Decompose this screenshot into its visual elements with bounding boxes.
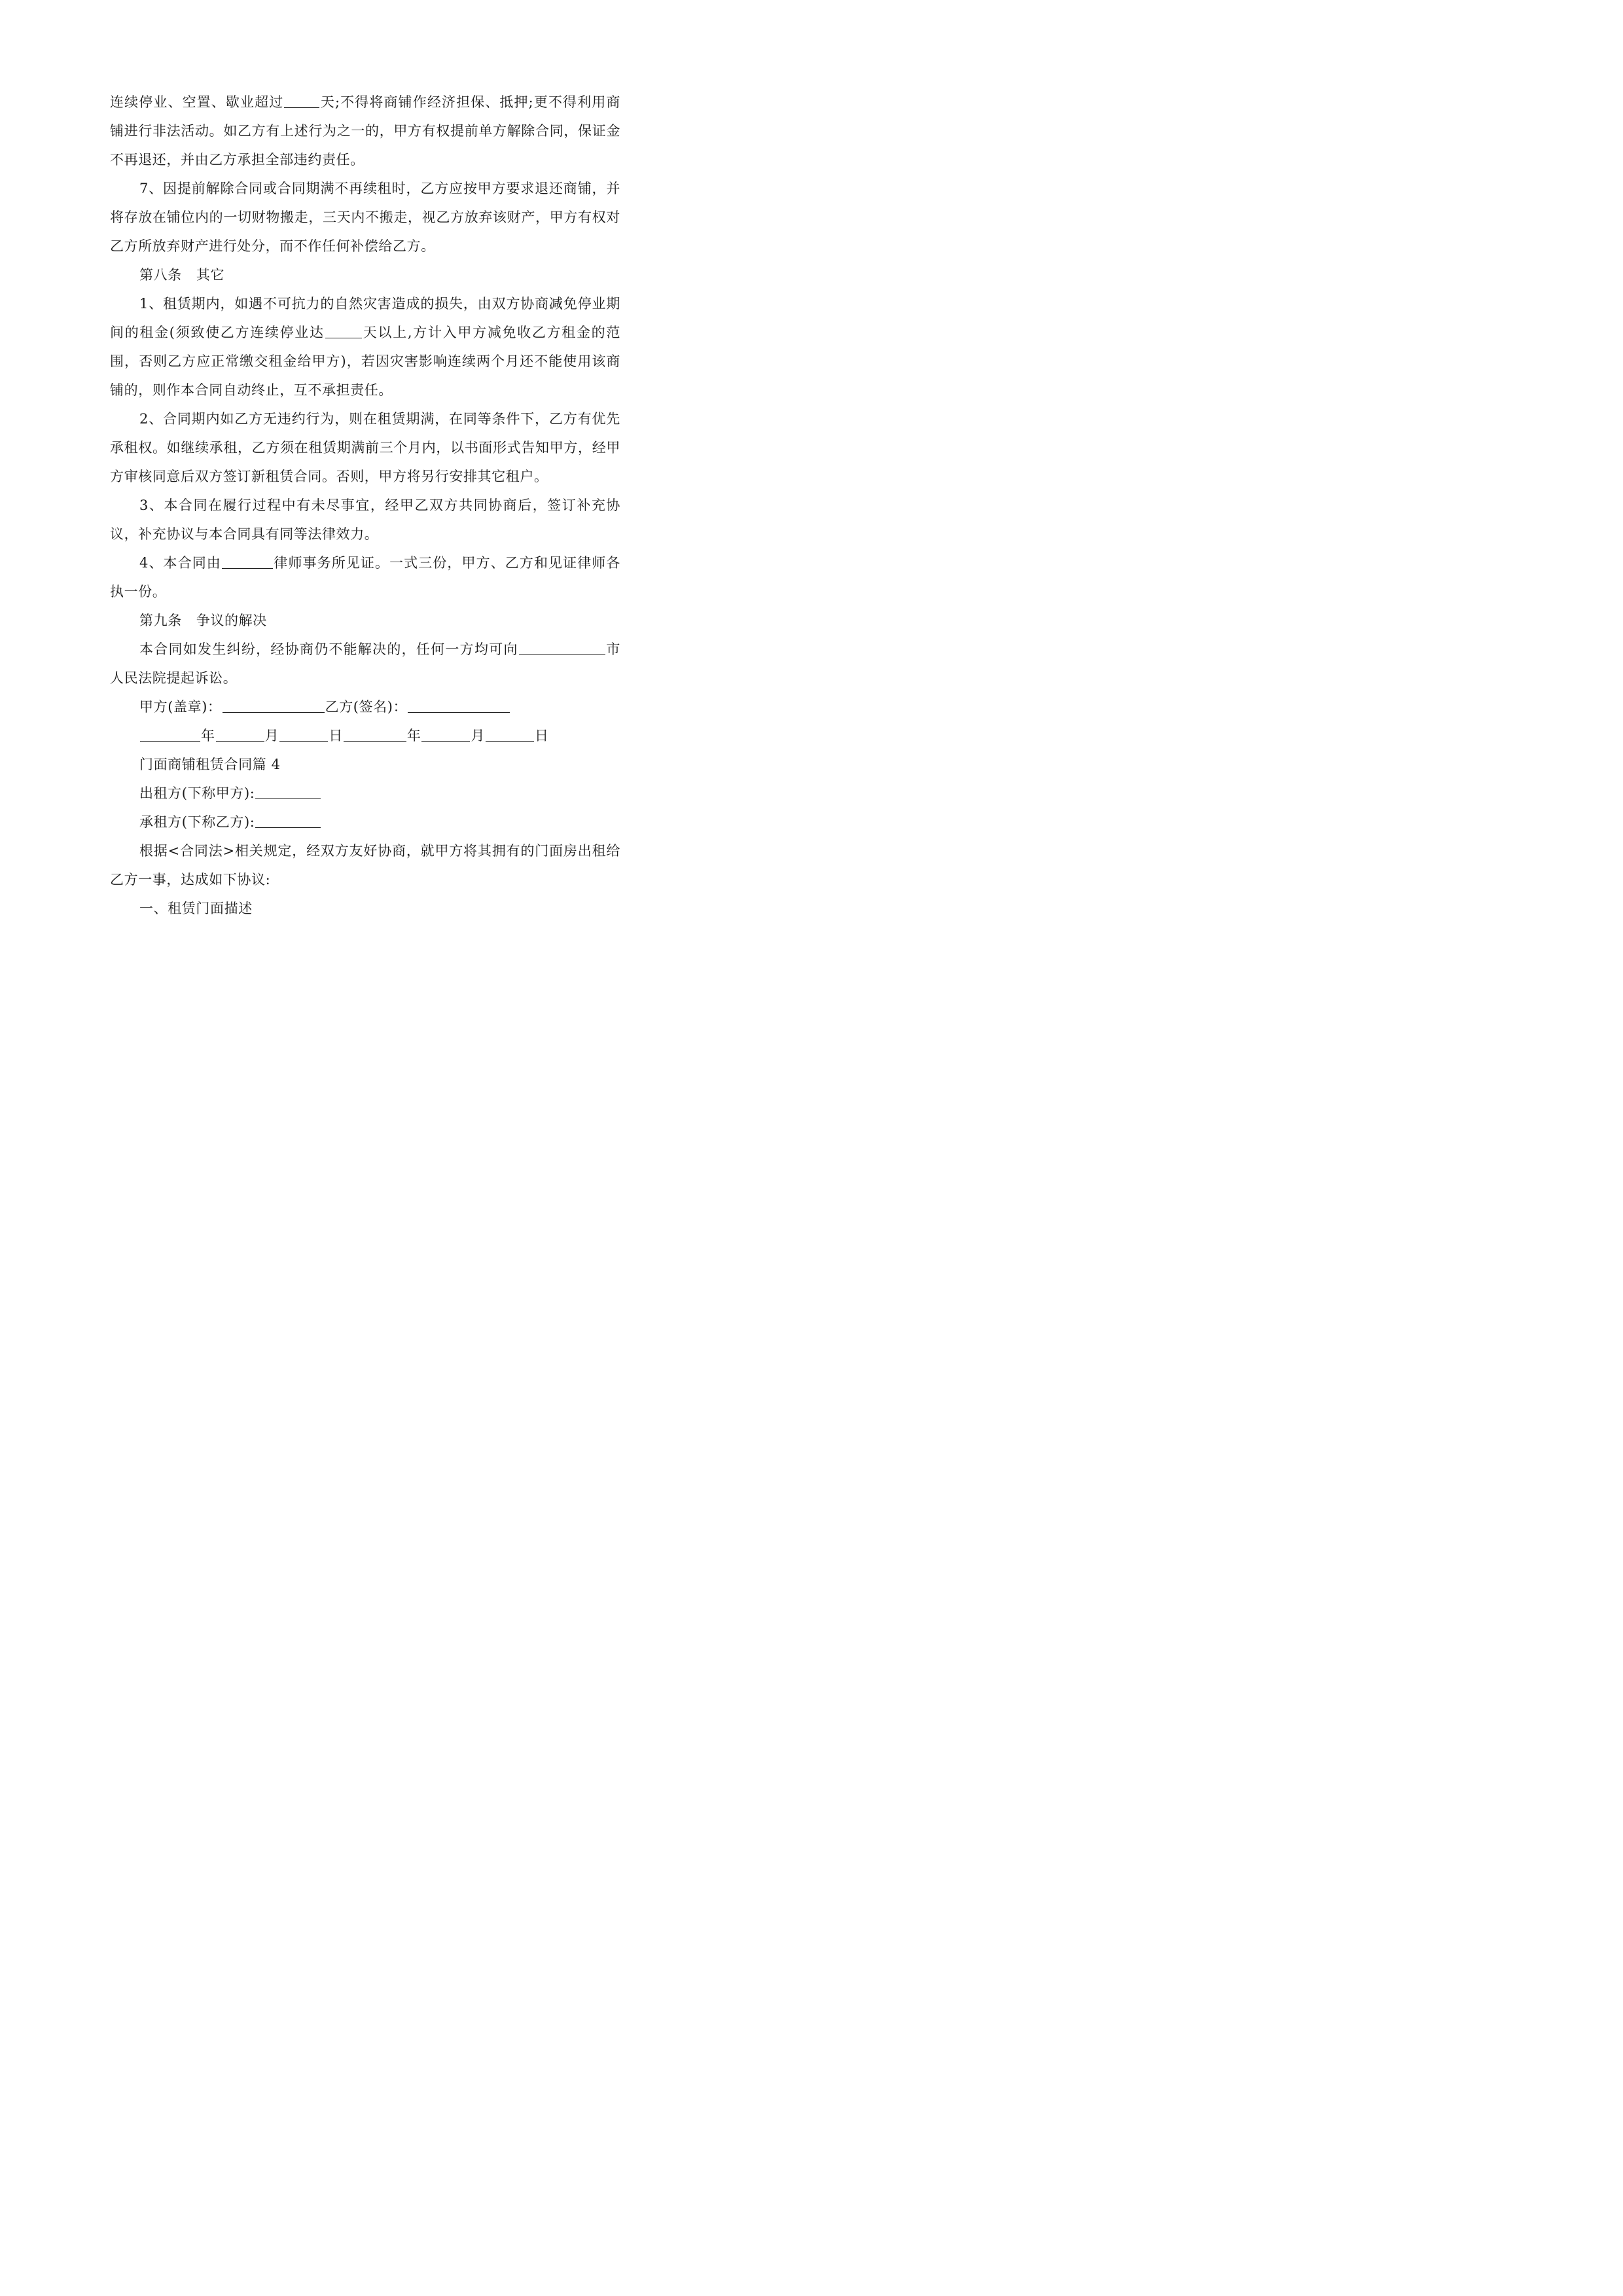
paragraph-article-8-item-1 — [110, 289, 620, 404]
year-label: 年 — [406, 728, 421, 744]
section-title-contract-4: 门面商铺租赁合同篇 4 — [139, 757, 281, 772]
party-a-seal-label: 甲方(盖章)： — [139, 699, 222, 715]
paragraph-clause-7: 7、因提前解除合同或合同期满不再续租时，乙方应按甲方要求退还商铺，并将存放在铺位内的一切财物搬走，三天内不搬走，视乙方放弃该财产，甲方有权对乙方所放弃财产进行处分，而不作任何补偿给乙方。 — [110, 181, 620, 254]
signature-row — [110, 692, 620, 721]
article-label: 第九条 — [139, 613, 182, 628]
month-label: 月 — [471, 728, 486, 744]
paragraph-text: 市人民法院提起诉讼。 — [110, 641, 620, 686]
lessor-line — [110, 779, 620, 808]
article-title: 争议的解决 — [196, 613, 267, 628]
paragraph-text: 本合同如发生纠纷，经协商仍不能解决的，任何一方均可向 — [139, 641, 518, 657]
party-b-sign-label: 乙方(签名)： — [325, 699, 408, 715]
paragraph-continued-clause-6 — [110, 88, 620, 174]
article-title: 其它 — [196, 267, 225, 283]
party-b-day-blank — [486, 728, 534, 742]
party-a-year-blank — [140, 728, 200, 742]
year-label: 年 — [201, 728, 215, 744]
paragraph-article-8-item-4 — [110, 548, 620, 606]
fill-in-blank-city — [519, 641, 605, 655]
lessor-blank — [255, 785, 321, 799]
day-label: 日 — [535, 728, 549, 744]
paragraph-article-9 — [110, 635, 620, 692]
paragraph-preamble: 根据<合同法>相关规定，经双方友好协商，就甲方将其拥有的门面房出租给乙方一事，达成如下协议: — [110, 843, 620, 888]
paragraph-text: 天;不得将商铺作经济担保、抵押;更不得利用商铺进行非法活动。如乙方有上述行为之一的，甲方有权提前单方解除合同，保证金不再退还，并由乙方承担全部违约责任。 — [110, 94, 620, 168]
section-heading-1: 一、租赁门面描述 — [139, 901, 253, 916]
document-body — [110, 88, 620, 923]
paragraph-text: 天以上,方计入甲方减免收乙方租金的范围，否则乙方应正常缴交租金给甲方)，若因灾害影响连续两个月还不能使用该商铺的，则作本合同自动终止，互不承担责任。 — [110, 325, 620, 398]
party-b-sign-blank — [408, 699, 510, 713]
party-a-day-blank — [279, 728, 328, 742]
paragraph-text: 1、租赁期内，如遇不可抗力的自然灾害造成的损失，由双方协商减免停业期间的租金(须致使乙方连续停业达 — [110, 296, 620, 340]
fill-in-blank-law-firm — [222, 555, 273, 569]
party-b-year-blank — [344, 728, 406, 742]
article-9-heading — [110, 606, 620, 635]
party-a-month-blank — [216, 728, 264, 742]
article-8-heading — [110, 260, 620, 289]
lessee-blank — [255, 814, 321, 828]
paragraph-text: 4、本合同由 — [139, 555, 221, 571]
paragraph-article-8-item-3: 3、本合同在履行过程中有未尽事宜，经甲乙双方共同协商后，签订补充协议，补充协议与本合同具有同等法律效力。 — [110, 497, 620, 542]
lessee-label: 承租方(下称乙方): — [139, 814, 255, 830]
paragraph-article-8-item-2: 2、合同期内如乙方无违约行为，则在租赁期满，在同等条件下，乙方有优先承租权。如继续承租，乙方须在租赁期满前三个月内，以书面形式告知甲方，经甲方审核同意后双方签订新租赁合同。否则，甲方将另行安排其它租户。 — [110, 411, 620, 484]
document-page — [0, 0, 725, 1026]
paragraph-text: 律师事务所见证。一式三份，甲方、乙方和见证律师各执一份。 — [110, 555, 620, 600]
lessor-label: 出租方(下称甲方): — [139, 785, 255, 801]
party-a-seal-blank — [223, 699, 325, 713]
party-b-month-blank — [421, 728, 470, 742]
paragraph-text: 连续停业、空置、歇业超过 — [110, 94, 284, 110]
article-label: 第八条 — [139, 267, 182, 283]
date-row — [110, 721, 620, 750]
fill-in-blank-days — [284, 94, 319, 108]
fill-in-blank-days — [325, 325, 362, 338]
day-label: 日 — [329, 728, 343, 744]
lessee-line — [110, 808, 620, 836]
month-label: 月 — [264, 728, 279, 744]
